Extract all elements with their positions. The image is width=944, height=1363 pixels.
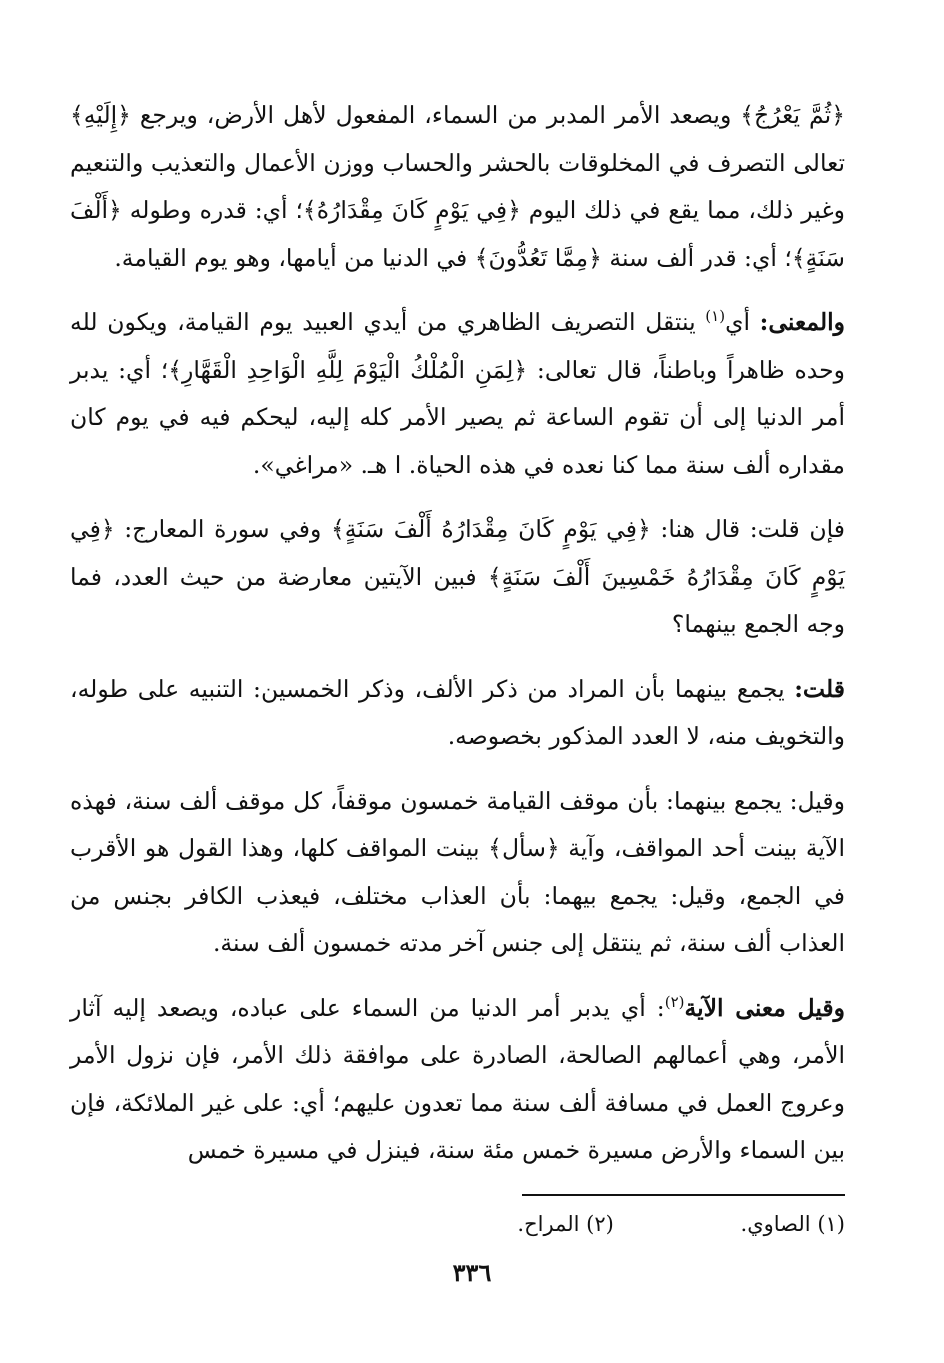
footnote-ref-2[interactable]: (٢) — [664, 992, 685, 1011]
paragraph-6 — [70, 985, 845, 1175]
footnote-1-number: (١) — [817, 1212, 845, 1236]
paragraph-5-text: وقيل: يجمع بينهما: بأن موقف القيامة خمسون موقفاً، كل موقف ألف سنة، فهذه الآية بينت أحد المواقف، وآية ﴿سأل﴾ بينت المواقف كلها، وهذا القول هو الأقرب في الجمع، وقيل: يجمع بيهما: بأن العذاب مختلف، فيعذب الكافر بجنس من العذاب ألف سنة، ثم ينتقل إلى جنس آخر مدته خمسون ألف سنة. — [70, 786, 845, 957]
paragraph-3-text: فإن قلت: قال هنا: ﴿فِي يَوْمٍ كَانَ مِقْدَارُهُ أَلْفَ سَنَةٍ﴾ وفي سورة المعارج: ﴿فِي يَوْمٍ كَانَ مِقْدَارُهُ خَمْسِينَ أَلْفَ سَنَةٍ﴾ فبين الآيتين معارضة من حيث العدد، فما وجه الجمع بينهما؟ — [70, 515, 845, 638]
paragraph-2-lead: والمعنى: — [759, 308, 845, 336]
footnote-ref-1[interactable]: (١) — [705, 307, 726, 326]
paragraph-4 — [70, 666, 845, 761]
footnote-1-text: الصاوي. — [740, 1212, 811, 1236]
paragraph-2 — [70, 299, 845, 489]
paragraph-4-text: يجمع بينهما بأن المراد من ذكر الألف، وذكر الخمسين: التنبيه على طوله، والتخويف منه، لا العدد المذكور بخصوصه. — [70, 674, 845, 750]
paragraph-1 — [70, 92, 845, 282]
footnote-2 — [517, 1206, 613, 1242]
paragraph-3 — [70, 506, 845, 649]
paragraph-2-text-a: أي — [725, 308, 760, 336]
paragraph-2-text-b: ينتقل التصريف الظاهري من أيدي العبيد يوم القيامة، ويكون لله وحده ظاهراً وباطناً، قال تعالى: ﴿لِمَنِ الْمُلْكُ الْيَوْمَ لِلَّهِ الْوَاحِدِ الْقَهَّارِ﴾؛ أي: يدبر أمر الدنيا إلى أن تقوم الساعة ثم يصير الأمر كله إليه، ليحكم فيه في يوم كان مقداره ألف سنة مما كنا نعده في هذه الحياة. ا هـ. «مراغي». — [70, 308, 845, 479]
footnotes — [290, 1206, 845, 1242]
paragraph-1-text: ﴿ثُمَّ يَعْرُجُ﴾ ويصعد الأمر المدبر من السماء، المفعول لأهل الأرض، ويرجع ﴿إِلَيْهِ﴾ تعالى التصرف في المخلوقات بالحشر والحساب ووزن الأعمال والتعذيب والتنعيم وغير ذلك، مما يقع في ذلك اليوم ﴿فِي يَوْمٍ كَانَ مِقْدَارُهُ﴾؛ أي: قدره وطوله ﴿أَلْفَ سَنَةٍ﴾؛ أي: قدر ألف سنة ﴿مِمَّا تَعُدُّونَ﴾ في الدنيا من أيامها، وهو يوم القيامة. — [70, 101, 845, 272]
page-body — [70, 92, 845, 1192]
paragraph-5 — [70, 778, 845, 968]
footnote-1 — [741, 1206, 845, 1242]
paragraph-6-lead: وقيل معنى الآية — [684, 993, 846, 1022]
paragraph-6-text: : أي يدبر أمر الدنيا من السماء على عباده، ويصعد إليه آثار الأمر، وهي أعمالهم الصالحة، الصادرة على موافقة ذلك الأمر، فإن نزول الأمر وعروج العمل في مسافة ألف سنة مما تعدون عليهم؛ أي: على غير الملائكة، فإن بين السماء والأرض مسيرة خمس مئة سنة، فينزل في مسيرة خمس — [70, 993, 845, 1164]
page-number: ٣٣٦ — [452, 1258, 492, 1287]
footnote-2-text: المراح. — [517, 1212, 580, 1236]
paragraph-4-lead: قلت: — [794, 674, 845, 703]
footnote-divider — [522, 1194, 845, 1196]
footnote-2-number: (٢) — [586, 1212, 614, 1236]
